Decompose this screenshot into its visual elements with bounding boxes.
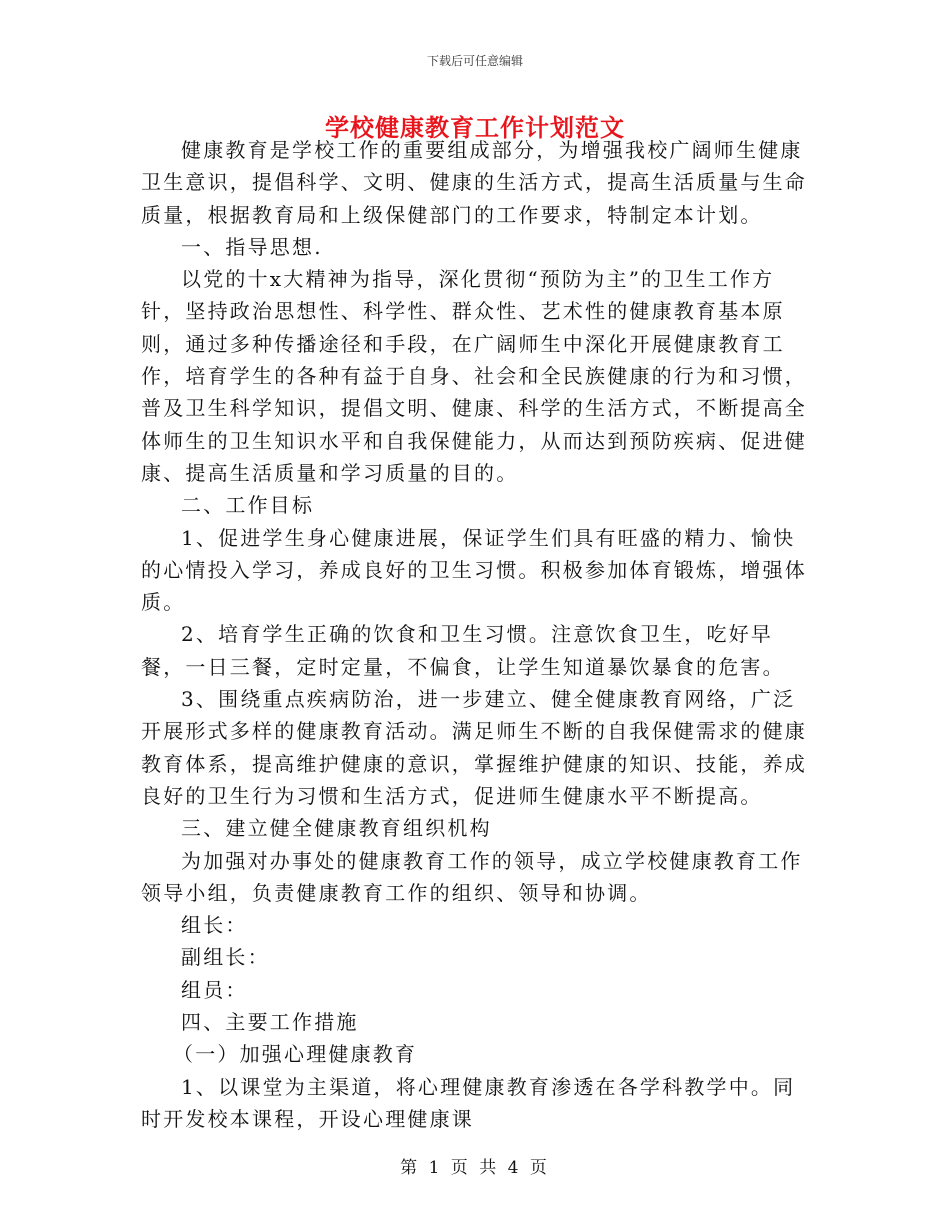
page-header-note: 下载后可任意编辑 bbox=[426, 54, 523, 68]
document-body bbox=[141, 134, 811, 1135]
paragraph-goal-3: 3、围绕重点疾病防治，进一步建立、健全健康教育网络，广泛开展形式多样的健康教育活动。满足师生不断的自我保健需求的健康教育体系，提高维护健康的意识，掌握维护健康的知识、技能，养成良好的卫生行为习惯和生活方式，促进师生健康水平不断提高。 bbox=[141, 687, 807, 808]
paragraph-goal-1: 1、促进学生身心健康进展，保证学生们具有旺盛的精力、愉快的心情投入学习，养成良好的卫生习惯。积极参加体育锻炼，增强体质。 bbox=[141, 525, 807, 615]
paragraph-intro: 健康教育是学校工作的重要组成部分，为增强我校广阔师生健康卫生意识，提倡科学、文明、健康的生活方式，提高生活质量与生命质量，根据教育局和上级保健部门的工作要求，特制定本计划。 bbox=[141, 138, 807, 227]
subsection-heading-mental-health: （一）加强心理健康教育 bbox=[173, 1042, 418, 1067]
paragraph-goal-2: 2、培育学生正确的饮食和卫生习惯。注意饮食卫生，吃好早餐，一日三餐，定时定量，不偏食，让学生知道暴饮暴食的危害。 bbox=[141, 622, 785, 679]
field-group-leader: 组长： bbox=[181, 913, 248, 938]
page-number-footer: 第 1 页 共 4 页 bbox=[400, 1158, 550, 1178]
paragraph-organization: 为加强对办事处的健康教育工作的领导，成立学校健康教育工作领导小组，负责健康教育工作的组织、领导和协调。 bbox=[141, 848, 803, 905]
paragraph-measure-1: 1、以课堂为主渠道，将心理健康教育渗透在各学科教学中。同时开发校本课程，开设心理健康课 bbox=[141, 1074, 796, 1131]
field-members: 组员： bbox=[181, 977, 248, 1002]
paragraph-guiding-thought: 以党的十x大精神为指导，深化贯彻“预防为主”的卫生工作方针，坚持政治思想性、科学性、群众性、艺术性的健康教育基本原则，通过多种传播途径和手段，在广阔师生中深化开展健康教育工作，培育学生的各种有益于自身、社会和全民族健康的行为和习惯，普及卫生科学知识，提倡文明、健康、科学的生活方式，不断提高全体师生的卫生知识水平和自我保健能力，从而达到预防疾病、促进健康、提高生活质量和学习质量的目的。 bbox=[141, 267, 807, 485]
section-heading-guiding-thought: 一、指导思想. bbox=[181, 234, 323, 259]
section-heading-work-goals: 二、工作目标 bbox=[181, 493, 315, 518]
section-heading-measures: 四、主要工作措施 bbox=[181, 1010, 359, 1035]
document-title: 学校健康教育工作计划范文 bbox=[325, 113, 625, 142]
section-heading-organization: 三、建立健全健康教育组织机构 bbox=[181, 816, 492, 841]
field-deputy-leader: 副组长： bbox=[181, 945, 270, 970]
